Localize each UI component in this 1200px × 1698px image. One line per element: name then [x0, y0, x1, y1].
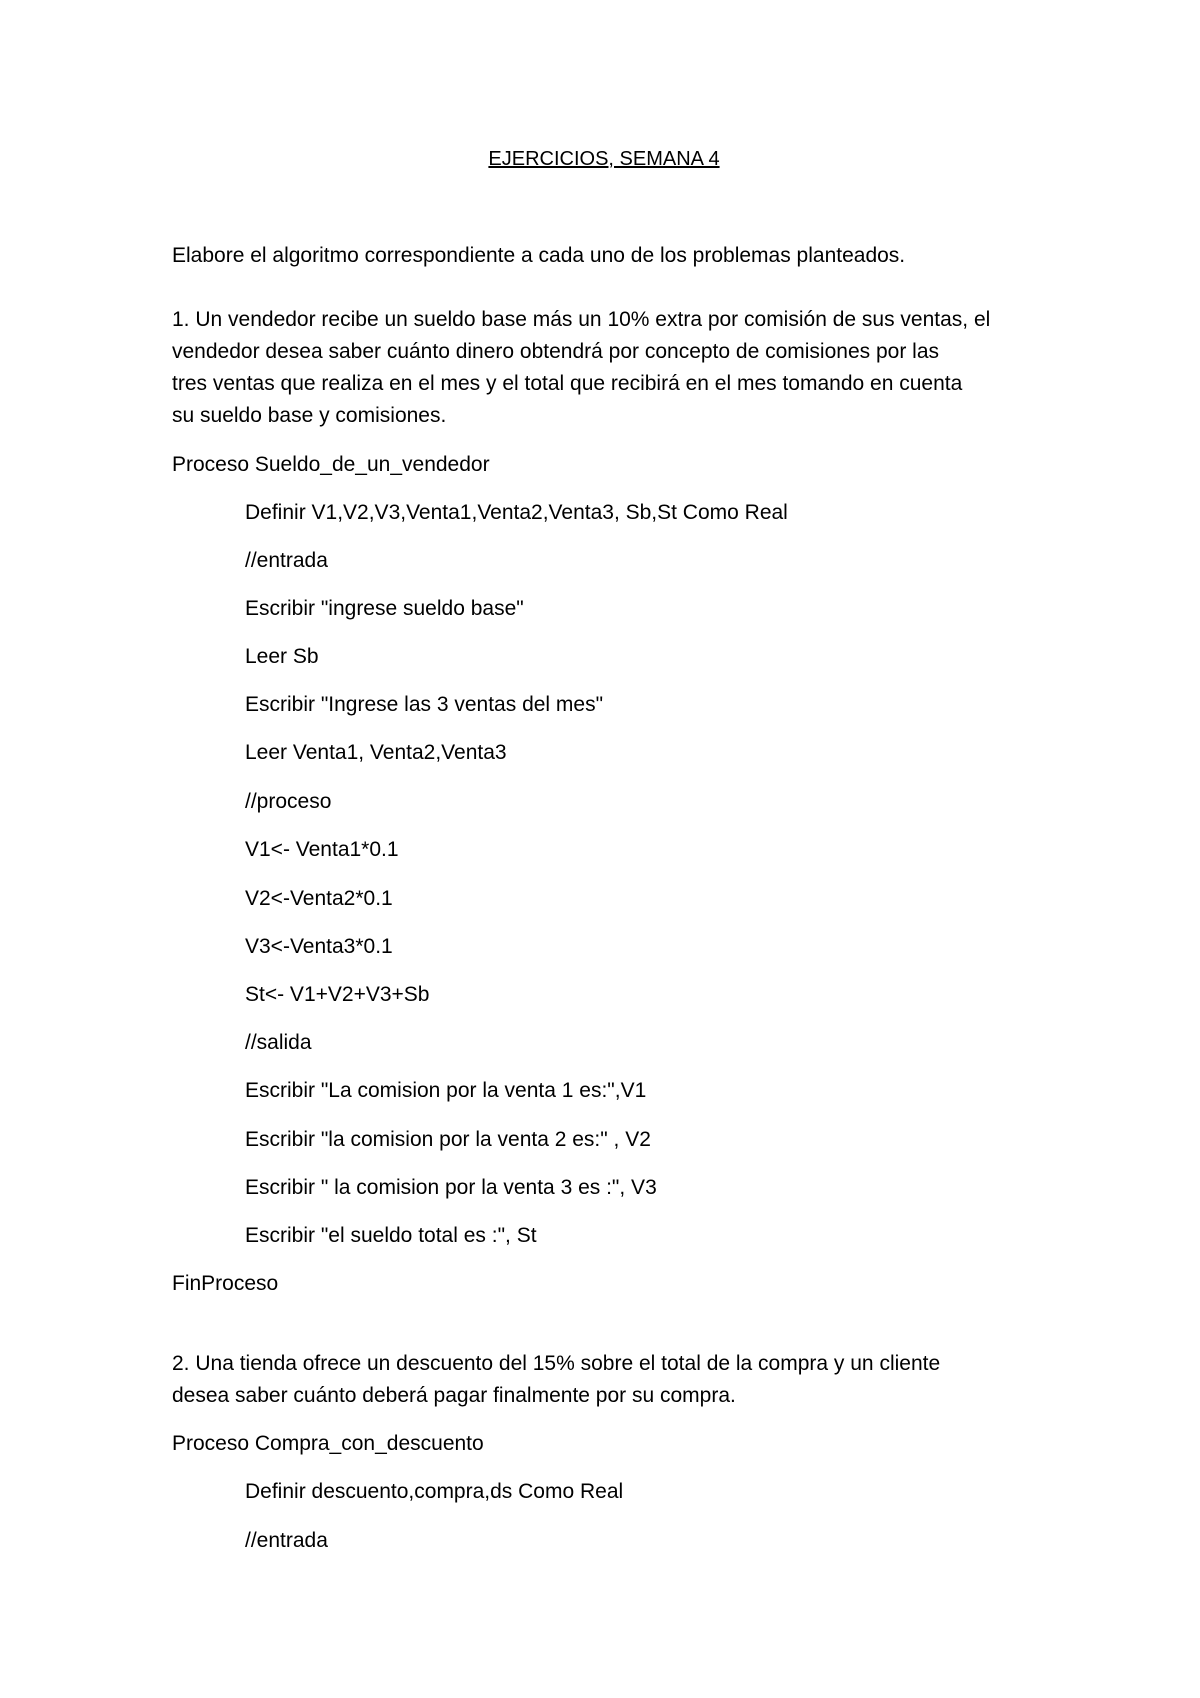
code-line: V3<-Venta3*0.1	[245, 935, 393, 958]
problem-1-statement-line: tres ventas que realiza en el mes y el total que recibirá en el mes tomando en cuenta	[172, 372, 963, 395]
problem-2-statement-line: 2. Una tienda ofrece un descuento del 15% sobre el total de la compra y un cliente	[172, 1352, 941, 1375]
page-title: EJERCICIOS, SEMANA 4	[488, 148, 720, 170]
code-line: Leer Venta1, Venta2,Venta3	[245, 741, 507, 764]
code-line: //salida	[245, 1031, 312, 1054]
intro-text: Elabore el algoritmo correspondiente a cada uno de los problemas planteados.	[172, 244, 906, 267]
code-line: Escribir "Ingrese las 3 ventas del mes"	[245, 693, 604, 716]
code-line: Escribir "la comision por la venta 2 es:" , V2	[245, 1128, 651, 1151]
problem-1-statement-line: 1. Un vendedor recibe un sueldo base más un 10% extra por comisión de sus ventas, el	[172, 308, 991, 331]
code-line: //entrada	[245, 549, 328, 572]
code-line: Escribir "el sueldo total es :", St	[245, 1224, 537, 1247]
code-line: V2<-Venta2*0.1	[245, 887, 393, 910]
code-line: Definir descuento,compra,ds Como Real	[245, 1480, 624, 1503]
code-line: Leer Sb	[245, 645, 319, 668]
problem-1-process-start: Proceso Sueldo_de_un_vendedor	[172, 453, 490, 476]
code-line: Definir V1,V2,V3,Venta1,Venta2,Venta3, Sb,St Como Real	[245, 501, 788, 524]
code-line: //entrada	[245, 1529, 328, 1552]
code-line: Escribir "ingrese sueldo base"	[245, 597, 524, 620]
code-line: V1<- Venta1*0.1	[245, 838, 399, 861]
code-line: //proceso	[245, 790, 332, 813]
problem-1-statement-line: su sueldo base y comisiones.	[172, 404, 447, 427]
problem-2-statement-line: desea saber cuánto deberá pagar finalmente por su compra.	[172, 1384, 736, 1407]
problem-2-process-start: Proceso Compra_con_descuento	[172, 1432, 484, 1455]
problem-1-statement-line: vendedor desea saber cuánto dinero obtendrá por concepto de comisiones por las	[172, 340, 940, 363]
problem-1-process-end: FinProceso	[172, 1272, 279, 1295]
code-line: Escribir " la comision por la venta 3 es :", V3	[245, 1176, 657, 1199]
code-line: St<- V1+V2+V3+Sb	[245, 983, 430, 1006]
code-line: Escribir "La comision por la venta 1 es:",V1	[245, 1079, 647, 1102]
